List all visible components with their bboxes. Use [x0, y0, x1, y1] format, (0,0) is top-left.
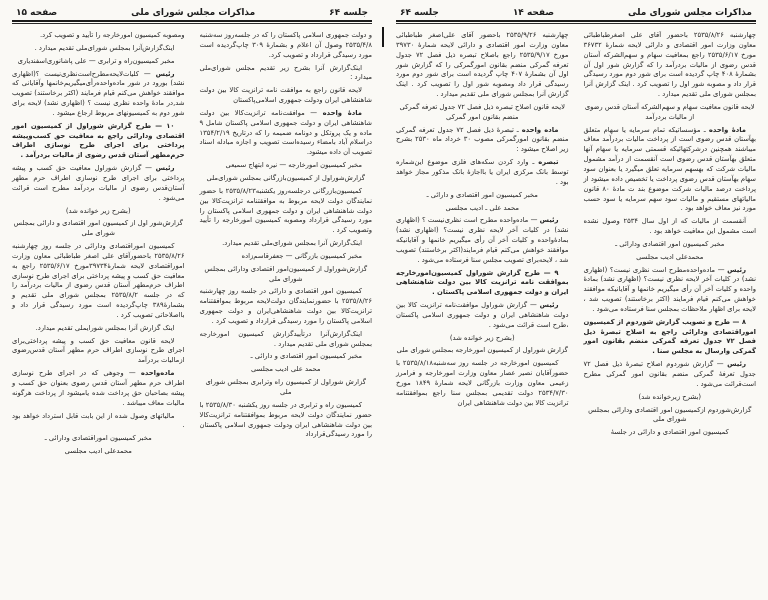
text-column — [12, 31, 185, 587]
paragraph: ۹ — طرح گزارش شوراول کمیسیون‌امورخارجه بموافقت نامه ترانزیت کالا بین دولت شاهنشاهی ایران و دولت جمهوری اسلامی پاکستان . — [396, 268, 569, 297]
paragraph: مخبر کمیسیون امورخارجه — نیره ابتهاج سمیعی — [225, 161, 362, 170]
paragraph: رئیس — کلیات‌لایحه‌مطرح‌است‌نظری‌نیست ؟(اظهاری نشد) بورود در شور ماده‌واحده‌رأی‌میگیریم‌خانمها وآقایانی که موافقند خواهش می‌کنم قیام فرمایند (اکثر برخاستند) تصویب شد,در مادهٔ واحده نظری نیست ؟ (اظهاری نشد) لایحه برای شور دوم به کمیسیونهای مربوط ارجاع میشود . — [12, 69, 185, 117]
paragraph: اینک گزارش آنرا بمجلس شورایملی تقدیم میدارد. — [35, 323, 175, 332]
paragraph: مخبر کمیسیون بازرگانی — جعفرقاسم‌زاده — [241, 251, 362, 260]
paragraph-lead: رئیس — [155, 164, 175, 173]
paragraph: اینک‌گزارش آنرا بمجلس شورای‌ملی تقدیم میدارد. — [222, 239, 362, 248]
paragraph: رئیس — گزارش شوراول معافیت حق کسب و پیشه پرداختی برای اجرای طرح نوسازی اطراف حرم مطهر آستان‌قدس رضوی از مالیات بردرآمد مطرح است قرائت می‌شود . — [12, 164, 185, 202]
paragraph: مادهٔ واحده ـ مؤسساتیکه تمام سرمایه یا سهام متعلق بهآستان قدس رضوی است از پرداخت مالیات بردرآمد معاف میباشند همچنین درشرکتهائیکه قسمتی سرمایه یا سهام آنها متعلق بهآستان قدس رضوی است آنقسمت از درآمد مشمول مالیات شرکت که بهسهم سرمایه تعلق میگیرد یا بعنوان سود سهام بهآستان قدس رضوی پرداخت یا تخصیص داده میشود از پرداخت درصد مالیات شرکت موضوع بند ت مادهٔ ۸۰ قانون مالیاتهای مستقیم و مالیات سود سهم سرمایه یا سود حسب مورد نیز معاف خواهد بود . — [583, 125, 756, 213]
text-column — [200, 31, 373, 587]
paragraph: گزارش‌شوراول از کمیسیون‌امور اقتصادی ودارائی بمجلس شورای ملی — [204, 264, 368, 283]
paragraph: ومصوبه کمیسیون امورخارجه را تأیید و تصویب کرد. — [39, 31, 185, 39]
paragraph: مخبر کمیسیون‌راه و ترابری — علی پاشانوری‌اسفندیاری — [17, 56, 175, 65]
paragraph: گزارش شوراول از کمیسیون راه وترابری بمجلس شورای ملی — [205, 378, 366, 396]
paragraph: چهارشنبه ۲۵۳۵/۸/۲۶ باحضور آقای علی اصغرطباطبائی معاون وزارت امور اقتصادی و دارائی لایحه شمارهٔ ۳۶۷۳۲ مورخ ۲۵۳۵/۶/۱۷ راجع بمعافیت سهام و سهم‌الشرکه آستان قدس رضوی از مالیات بردرآمد را که گزارش شور اول آن بشمارهٔ ۴۰۸ چاپ گردیده است برای شور دوم مورد رسیدگی قرار داد و مصوبه شور اول را تصویب کرد . اینک گزارش آنرا بمجلس شورای ملی تقدیم میدارد . — [583, 31, 756, 99]
paragraph: ماده واحده ـ تبصرهٔ ذیل فصل ۷۲ جدول تعرفه گمرکی منضم بقانون امورگمرکی مصوب ۳۰ خرداد ماه ۲۵۳۰ بشرح زیر اصلاح میشود : — [396, 125, 569, 154]
paragraph: آنقسمت از مالیات که از اول سال ۲۵۳۴ وصول نشده است مشمول این معافیت خواهد بود . — [583, 217, 756, 236]
paragraph: گزارش‌شور اول از کمیسیون امور اقتصادی و دارائی بمجلس شورای ملی — [13, 219, 183, 238]
paragraph: گزارش‌شوردوم ازکمیسیون امور اقتصادی ودارائی بمجلس شورای ملی — [588, 405, 752, 424]
paragraph: لایحه قانون معافیت سهام و سهم‌الشرکه آستان قدس رضوی از مالیات بردرآمد — [584, 102, 755, 121]
journal-title: مذاکرات مجلس شورای ملی — [627, 8, 752, 18]
paragraph: لایحه قانون اصلاح تبصره ذیل فصل ۷۲ جدول تعرفه گمرکی منضم بقانون امور گمرکی — [399, 102, 565, 121]
paragraph: محمد علی ـ ادیب مجلسی — [445, 203, 520, 212]
paragraph: گزارش شوراول از کمیسیون امورخارجه بمجلس شورای ملی — [396, 346, 568, 355]
paragraph: گزارش‌شوراول از کمیسیون‌بازرگانی بمجلس شورای‌ملی — [206, 173, 365, 182]
paragraph: (بشرح زیرخوانده شد) — [638, 392, 702, 401]
session-number: جلسه ۶۴ — [400, 8, 439, 18]
page-gutter-mark — [382, 27, 384, 47]
paragraph: مخبر کمیسیون امور اقتصادی و دارائی ـ — [426, 190, 538, 199]
page-header-left — [10, 6, 374, 19]
paragraph-lead: ماده واحده — [521, 125, 559, 134]
paragraph: (بشرح زیر خوانده شد) — [449, 333, 515, 342]
paragraph: ۸ — طرح و تصویب گزارش شوردوم از کمیسیون اموراقتصادی ودارائی راجع به اصلاح تبصرهٔ ذیل فصل ۷۲ جدول تعرفه گمرکی منضم بقانون امور گمرکی وارسال به مجلس سنا . — [583, 317, 756, 356]
paragraph: لایحه قانون راجع به موافقت نامه ترانزیت کالا بین دولت شاهنشاهی ایران ودولت جمهوری اسلامی‌پاکستان — [199, 86, 372, 105]
header-rule — [396, 20, 756, 24]
paragraph: مخبر کمیسیون امور اقتصادی ودارائی ـ — [615, 239, 725, 248]
text-columns-right-page — [394, 31, 758, 587]
page-number: صفحه ۱۵ — [16, 8, 58, 18]
paragraph-lead: مادهٔ واحده — [322, 108, 362, 117]
paragraph-lead: مادهٔ واحده — [708, 125, 746, 134]
journal-title: مذاکرات مجلس شورای ملی — [131, 8, 256, 18]
paragraph: رئیس — ماده‌واحده‌مطرح است نظری نیست؟ (اظهاری نشد) در کلیات آخر لایحه نظری نیست؟ (اظهاری نشد) بمادهٔ واحده و کلیات آخر آن رأی میگیریم خانمها و آقایانیکه موافقند خواهش می‌کنم قیام فرمایند (اکثر برخاستند) تصویب شد ، لایحه برای اظهار ملاحظات بمجلس سنا فرستاده می‌شود . — [583, 265, 756, 313]
paragraph: تبصره ـ وارد کردن سکه‌های فلزی موضوع این‌شماره توسط بانک مرکزی ایران یا بااجازهٔ بانک مذکور مجاز خواهد بود . — [396, 158, 569, 186]
paragraph: محمدعلی ادیب مجلسی — [636, 252, 704, 261]
text-column — [396, 31, 569, 587]
paragraph: مخبر کمیسیون امور اقتصادی و دارائی ـ — [250, 352, 362, 361]
text-columns-left-page — [10, 31, 374, 587]
page-header-right — [394, 6, 758, 19]
paragraph-lead: رئیس — [539, 301, 559, 310]
header-rule — [12, 20, 372, 24]
paragraph-lead: رئیس — [727, 265, 746, 274]
paragraph: چهارشنبه ۲۵۳۵/۹/۲۶ باحضور آقای علی‌اصغر طباطبائی معاون وزارت امور اقتصادی و دارائی لایحه شمارهٔ ۳۹۷۳۰ مورخ ۲۵۳۵/۹/۱۷ راجع باصلاح تبصره ذیل فصل ۷۲ جدول تعرفه گمرکی منضم بقانون امورگمرکی را که گزارش شور اول آن بشمارهٔ ۴۰۷ چاپ گردیده است برای شور دوم مورد رسیدگی قرار داد ومصوبه شور اول را تصویب کرد . اینک گزارش آنرا بمجلس شورای ملی تقدیم میدارد . — [396, 31, 569, 99]
paragraph: کمیسیون امور اقتصادی و دارائی در جلسهٔ — [610, 428, 729, 437]
paragraph: اینک‌گزارش‌آنرا بمجلس شورای‌ملی تقدیم میدارد . — [34, 43, 175, 52]
paragraph: کمیسیون راه و ترابری در جلسه روز یکشنبه ۲۵۳۵/۸/۳۰ با حضور نمایندگان دولت لایحه مربوط بموافقتنامه ترانزیت‌کالا بین دولت شاهنشاهی ایران ودولت جمهوری اسلامی پاکستان را مورد رسیدگی‌قرارداد — [199, 400, 372, 439]
page-number: صفحه ۱۴ — [512, 8, 555, 18]
paragraph-lead: تبصره — [538, 158, 559, 167]
paragraph: کمیسیون امور اقتصادی و دارائی در جلسه روز چهارشنبه ۲۵۳۵/۸/۲۶ با حضورنمایندگان دولت‌لایحه مربوط بموافقتنامه ترانزیت‌کالا بین دولت شاهنشاهی‌ایران و دولت جمهوری اسلامی پاکستان را مورد رسیدگی قرارداد و تصویب کرد . — [199, 287, 372, 325]
paragraph: محمدعلی ادیب مجلسی — [64, 447, 132, 456]
text-column — [584, 31, 757, 587]
paragraph: (بشرح زیر خوانده شد) — [65, 206, 131, 215]
paragraph: رئیس — ماده‌واحده مطرح است نظری‌نیست ؟ (اظهاری نشد) در کلیات آخر لایحه نظری نیست؟ (اظهاری نشد) بمادهٔ‌واحده و کلیات آخر آن رأی میگیریم خانمها و آقایانیکه موافقند خواهش می‌کنم قیام فرمایند(اکثر برخاستند) تصویب شد ، لایحه‌برای تصویب مجلس سنا فرستاده می‌شود . — [396, 216, 569, 264]
paragraph: محمد علی ادیب مجلسی — [251, 365, 321, 374]
paragraph: کمیسیون‌بازرگانی درجلسه‌روز یکشنبه۲۵۳۵/۸/۲۳ با حضور نمایندگان دولت لایحه مربوط به موافقتنامه ترانزیت‌کالا بین دولت شاهنشاهی ایران و دولت جمهوری اسلامی پاکستان را مورد رسیدگی قرارداد ومصوبه کمیسیون امورخارجه را تأیید وتصویب کرد . — [199, 186, 372, 235]
session-number: جلسه ۶۴ — [329, 8, 368, 18]
paragraph: و دولت جمهوری اسلامی پاکستان را که در جلسه‌روز سه‌شنبه ۲۵۳۵/۴/۸ وصول آن اعلام و بشمارهٔ ۳۰۹ چاپ‌گردیده است مورد رسیدگی قرارداد و تصویب کرد. — [199, 31, 372, 59]
paragraph-lead: رئیس — [155, 69, 175, 78]
paragraph-lead: رئیس — [539, 216, 559, 225]
paragraph: اینک‌گزارش آنرا بشرح زیر تقدیم مجلس شورای‌ملی میدارد : — [199, 63, 372, 82]
paragraph: مالیاتهای وصول شده از این بابت قابل استرداد خواهد بود . — [12, 411, 185, 430]
paragraph: لایحه قانون معافیت حق کسب و پیشه پرداختی‌برای اجرای طرح نوسازی اطراف حرم مطهر آستان قدس‌رضوی ازمالیات بردرآمد — [12, 336, 185, 365]
paragraph: کمیسیون امورخارجه در جلسه روز سه‌شنبه۲۵۳۵/۸/۱۸ با حضورآقایان نصیر عصار معاون وزارت امورخارجه و فرامرز زعیمی معاون وزارت بازرگانی لایحه شمارهٔ ۱۸۴۹ مورخ ۲۵۳۴/۷/۳۰ دولت تقدیمی بمجلس سنا راجع بموافقتنامه ترانزیت کالا بین دولت شاهنشاهی ایران — [396, 359, 569, 407]
paragraph: ۱۰ — طرح گزارش شوراول از کمیسیون امور اقتصادی ودارائی راجع به معافیت حق کسب‌وپیشه پرداختی برای اجرای طرح نوسازی اطراف حرم‌مطهر آستان قدس رضوی از مالیات بردرآمد . — [12, 121, 185, 160]
paragraph: اینک‌گزارش‌آنرا درتأییدگزارش کمیسیون امورخارجه بمجلس شورای ملی تقدیم میدارد . — [199, 329, 372, 348]
paragraph: کمیسیون اموراقتصادی ودارائی در جلسه روز چهارشنبه ۲۵۳۵/۸/۲۶ باحضورآقای علی اصغر طباطبائی معاون وزارت اموراقتصادی لایحه شمارهٔ۳۹۷۳۴مورخ ۲۵۳۵/۶/۱۷ راجع به معافیت حق کسب و پیشه پرداختی برای اجرای طرح نوسازی اطراف حرم‌مطهر آستان قدس رضوی از مالیات بردرآمد را که در جلسه ۲۵۳۵/۸/۲ بمجلس شورای ملی تقدیم و بشمارهٔ۳۸۹ چاپ‌گردیده است مورد رسیدگی قرار داد و بااصلاحاتی تصویب کرد . — [12, 242, 185, 319]
paragraph: رئیس — گزارش شوراول موافقت‌نامه ترانزیت کالا بین دولت شاهنشاهی ایران و دولت جمهوری اسلامی پاکستان ،طرح است قرائت می‌شود . — [396, 301, 569, 329]
paragraph-lead: ماده‌واحده — [140, 369, 175, 378]
page-right — [384, 0, 768, 600]
paragraph: رئیس — گزارش شوردوم اصلاح تبصرهٔ ذیل فصل ۷۲ جدول تعرفهٔ گمرکی منضم بقانون امور گمرکی مطرح است‌قرائت می‌شود . — [583, 360, 756, 388]
paragraph-lead: رئیس — [727, 360, 746, 369]
paragraph: ماده‌واحده — وجوهی که در اجرای طرح نوسازی اطراف حرم مطهر آستان قدس رضوی بعنوان حق کسب و پیشه بصاحبان حق پرداخت شده یامیشود از پرداخت هرگونه مالیات معاف میباشد . — [12, 369, 185, 407]
paragraph: مخبر کمیسیون اموراقتصادی ودارائی ـ — [44, 434, 152, 443]
paragraph: مادهٔ واحده — موافقت‌نامه ترانزیت‌کالا بین دولت شاهنشاهی ایران و دولت جمهوری اسلامی پاکستان شامل ۹ ماده و یک پروتکل و دونامه ضمیمه را که درتاریخ ۱۳۵۴/۲/۱۹ دراسلام آباد بامضاء رسیده‌است تصویب و اجازه مبادله اسناد تصویب آن داده میشود. — [199, 108, 372, 157]
